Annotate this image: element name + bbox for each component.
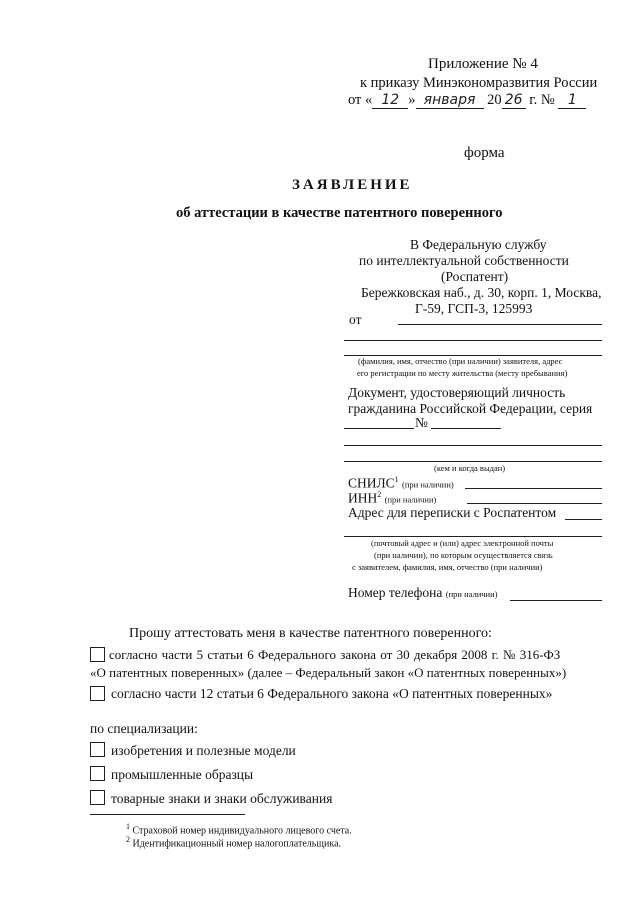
option-part-5-line-2: «О патентных поверенных» (далее – Федеральный закон «О патентных поверенных») bbox=[90, 665, 567, 680]
issued-by-hint: (кем и когда выдан) bbox=[434, 463, 506, 473]
spec-inventions-label: изобретения и полезные модели bbox=[111, 743, 296, 758]
inn-field[interactable] bbox=[467, 503, 602, 504]
spec-designs-label: промышленные образцы bbox=[111, 767, 254, 782]
correspondence-field-2[interactable] bbox=[344, 536, 602, 537]
recipient-line-5: Г-59, ГСП-3, 125993 bbox=[415, 301, 533, 316]
form-label: форма bbox=[464, 145, 505, 161]
correspondence-hint-2: (при наличии), по которым осуществляется связь bbox=[374, 550, 553, 560]
correspondence-hint-3: с заявителем, фамилия, имя, отчество (при наличии) bbox=[352, 562, 543, 572]
recipient-line-4: Бережковская наб., д. 30, корп. 1, Москва, bbox=[361, 285, 602, 300]
footnote-separator bbox=[90, 814, 245, 815]
from-label: от bbox=[349, 312, 362, 327]
passport-series-field[interactable] bbox=[344, 428, 414, 429]
option-part-5-line-1: согласно части 5 статьи 6 Федерального закона от 30 декабря 2008 г. № 316-ФЗ bbox=[109, 647, 561, 662]
applicant-line-2[interactable] bbox=[344, 340, 602, 341]
spec-trademarks-label: товарные знаки и знаки обслуживания bbox=[111, 791, 333, 806]
footnote-2: $^2$ Идентификационный номер налогоплательщика. bbox=[126, 835, 342, 850]
applicant-hint-1: (фамилия, имя, отчество (при наличии) заявителя, адрес bbox=[358, 356, 563, 366]
document-subtitle: об аттестации в качестве патентного поверенного bbox=[176, 205, 503, 221]
specialization-label: по специализации: bbox=[90, 721, 198, 736]
order-number: 1 bbox=[558, 92, 586, 109]
option-part-12-text: согласно части 12 статьи 6 Федерального закона «О патентных поверенных» bbox=[111, 686, 553, 701]
applicant-hint-2: его регистрации по месту жительства (месту пребывания) bbox=[357, 368, 568, 378]
date-day: 12 bbox=[372, 92, 408, 109]
passport-number-field[interactable] bbox=[431, 428, 501, 429]
date-year: 26 bbox=[502, 92, 526, 109]
recipient-line-2: по интеллектуальной собственности bbox=[359, 253, 569, 268]
passport-number-label: № bbox=[415, 415, 428, 430]
recipient-line-1: В Федеральную службу bbox=[410, 237, 547, 252]
correspondence-label: Адрес для переписки с Роспатентом bbox=[348, 505, 557, 520]
option-part-5-checkbox[interactable] bbox=[90, 647, 105, 662]
issued-by-line-2[interactable] bbox=[344, 461, 602, 462]
appendix-title: Приложение № 4 bbox=[428, 56, 538, 72]
phone-note: (при наличии) bbox=[445, 589, 498, 599]
identity-line-2: гражданина Российской Федерации, серия bbox=[348, 401, 593, 416]
inn-label: ИНН$^2$ (при наличии) bbox=[348, 490, 437, 506]
order-date-line bbox=[348, 92, 586, 109]
date-prefix: от « bbox=[348, 92, 373, 108]
footnote-1: $^1$ Страховой номер индивидуального лицевого счета. bbox=[126, 822, 352, 837]
identity-line-1: Документ, удостоверяющий личность bbox=[348, 385, 566, 400]
spec-trademarks-checkbox[interactable] bbox=[90, 790, 105, 805]
spec-designs-checkbox[interactable] bbox=[90, 766, 105, 781]
spec-inventions-checkbox[interactable] bbox=[90, 742, 105, 757]
date-year-prefix: 20 bbox=[487, 92, 502, 108]
order-line: к приказу Минэкономразвития России bbox=[360, 75, 598, 91]
snils-label: СНИЛС$^1$ (при наличии) bbox=[348, 475, 454, 491]
request-text: Прошу аттестовать меня в качестве патентного поверенного: bbox=[129, 626, 492, 641]
inn-note: (при наличии) bbox=[384, 494, 437, 505]
correspondence-field-1[interactable] bbox=[565, 519, 602, 520]
applicant-line-1[interactable] bbox=[398, 324, 602, 325]
issued-by-line-1[interactable] bbox=[344, 445, 602, 446]
recipient-line-3: (Роспатент) bbox=[441, 269, 509, 284]
phone-label: Номер телефона (при наличии) bbox=[348, 585, 498, 600]
correspondence-hint-1: (почтовый адрес и (или) адрес электронной почты bbox=[371, 538, 554, 548]
date-mid: » bbox=[408, 92, 416, 108]
document-title: ЗАЯВЛЕНИЕ bbox=[292, 177, 413, 193]
phone-field[interactable] bbox=[510, 600, 602, 601]
option-part-12-checkbox[interactable] bbox=[90, 686, 105, 701]
date-suffix: г. № bbox=[529, 92, 555, 108]
snils-note: (при наличии) bbox=[402, 479, 454, 490]
date-month: января bbox=[416, 92, 484, 109]
snils-field[interactable] bbox=[465, 488, 602, 489]
